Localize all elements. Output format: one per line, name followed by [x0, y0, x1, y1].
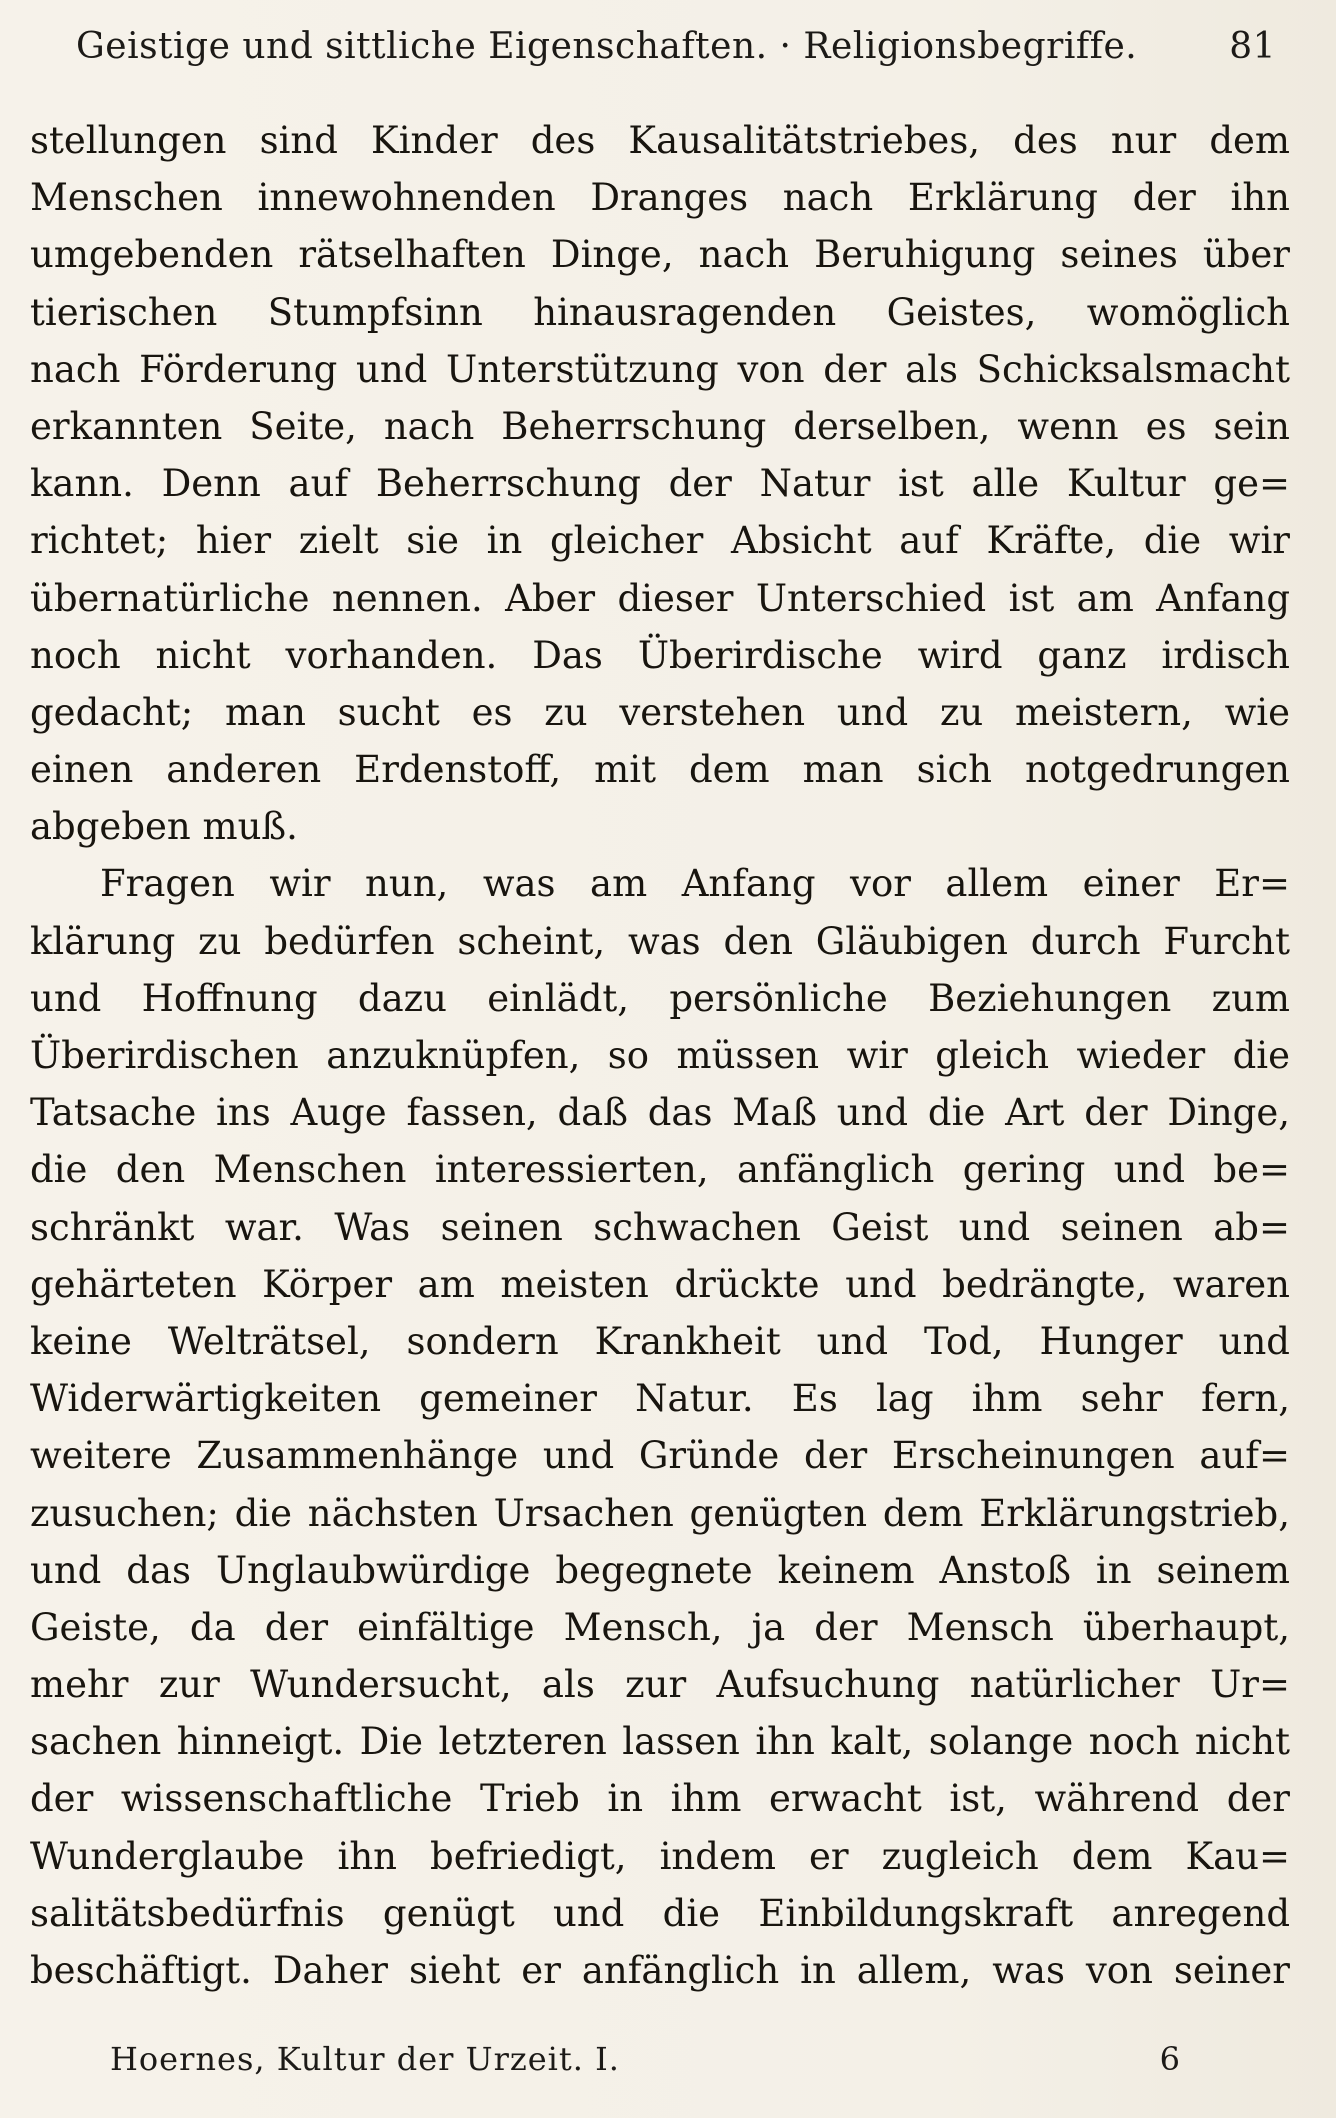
text-line: erkannten Seite, nach Beherrschung derselben, wenn es sein — [30, 404, 1290, 448]
text-line: übernatürliche nennen. Aber dieser Unterschied ist am Anfang — [30, 576, 1290, 620]
running-head — [76, 22, 1276, 82]
text-line: noch nicht vorhanden. Das Überirdische wird ganz irdisch — [30, 633, 1290, 677]
running-title: Geistige und sittliche Eigenschaften. · Religionsbegriffe. — [76, 26, 1138, 67]
text-line: weitere Zusammenhänge und Gründe der Erscheinungen auf= — [30, 1434, 1290, 1478]
text-line: Tatsache ins Auge fassen, daß das Maß und die Art der Dinge, — [30, 1091, 1290, 1135]
signature-mark: 6 — [1159, 2040, 1180, 2078]
text-line: Geiste, da der einfältige Mensch, ja der Mensch überhaupt, — [30, 1605, 1290, 1649]
text-line: gehärteten Körper am meisten drückte und bedrängte, waren — [30, 1262, 1290, 1306]
page-number: 81 — [1229, 26, 1276, 67]
text-line: Wunderglaube ihn befriedigt, indem er zugleich dem Kau= — [30, 1834, 1290, 1878]
page-footer — [110, 2040, 1180, 2090]
text-line: einen anderen Erdenstoff, mit dem man sich notgedrungen — [30, 748, 1290, 792]
text-line: nach Förderung und Unterstützung von der als Schicksalsmacht — [30, 347, 1290, 391]
text-line: mehr zur Wundersucht, als zur Aufsuchung natürlicher Ur= — [30, 1663, 1290, 1707]
text-line: Fragen wir nun, was am Anfang vor allem einer Er= — [100, 862, 1290, 906]
text-line: Widerwärtigkeiten gemeiner Natur. Es lag ihm sehr fern, — [30, 1377, 1290, 1421]
text-line: klärung zu bedürfen scheint, was den Gläubigen durch Furcht — [30, 919, 1290, 963]
text-line: die den Menschen interessierten, anfänglich gering und be= — [30, 1148, 1290, 1192]
text-line: tierischen Stumpfsinn hinausragenden Geistes, womöglich — [30, 290, 1290, 334]
text-line: keine Welträtsel, sondern Krankheit und Tod, Hunger und — [30, 1319, 1290, 1363]
text-line: beschäftigt. Daher sieht er anfänglich in allem, was von seiner — [30, 1949, 1290, 1992]
text-line: und das Unglaubwürdige begegnete keinem Anstoß in seinem — [30, 1548, 1290, 1592]
text-line: Überirdischen anzuknüpfen, so müssen wir gleich wieder die — [30, 1034, 1290, 1077]
text-line: der wissenschaftliche Trieb in ihm erwacht ist, während der — [30, 1777, 1290, 1821]
body-text — [30, 112, 1290, 1999]
text-line: schränkt war. Was seinen schwachen Geist und seinen ab= — [30, 1205, 1290, 1249]
text-line: salitätsbedürfnis genügt und die Einbildungskraft anregend — [30, 1891, 1290, 1935]
text-line: richtet; hier zielt sie in gleicher Absicht auf Kräfte, die wir — [30, 519, 1290, 563]
text-line: kann. Denn auf Beherrschung der Natur ist alle Kultur ge= — [30, 462, 1290, 506]
text-line: abgeben muß. — [30, 805, 298, 849]
text-line: umgebenden rätselhaften Dinge, nach Beruhigung seines über — [30, 233, 1290, 277]
text-line: stellungen sind Kinder des Kausalitätstriebes, des nur dem — [30, 119, 1290, 162]
text-line: sachen hinneigt. Die letzteren lassen ihn kalt, solange noch nicht — [30, 1720, 1290, 1764]
text-line: Menschen innewohnenden Dranges nach Erklärung der ihn — [30, 176, 1290, 220]
footer-source: Hoernes, Kultur der Urzeit. I. — [110, 2040, 620, 2078]
text-line: und Hoffnung dazu einlädt, persönliche Beziehungen zum — [30, 976, 1290, 1020]
text-line: zusuchen; die nächsten Ursachen genügten dem Erklärungstrieb, — [30, 1491, 1290, 1535]
text-line: gedacht; man sucht es zu verstehen und zu meistern, wie — [30, 690, 1290, 734]
